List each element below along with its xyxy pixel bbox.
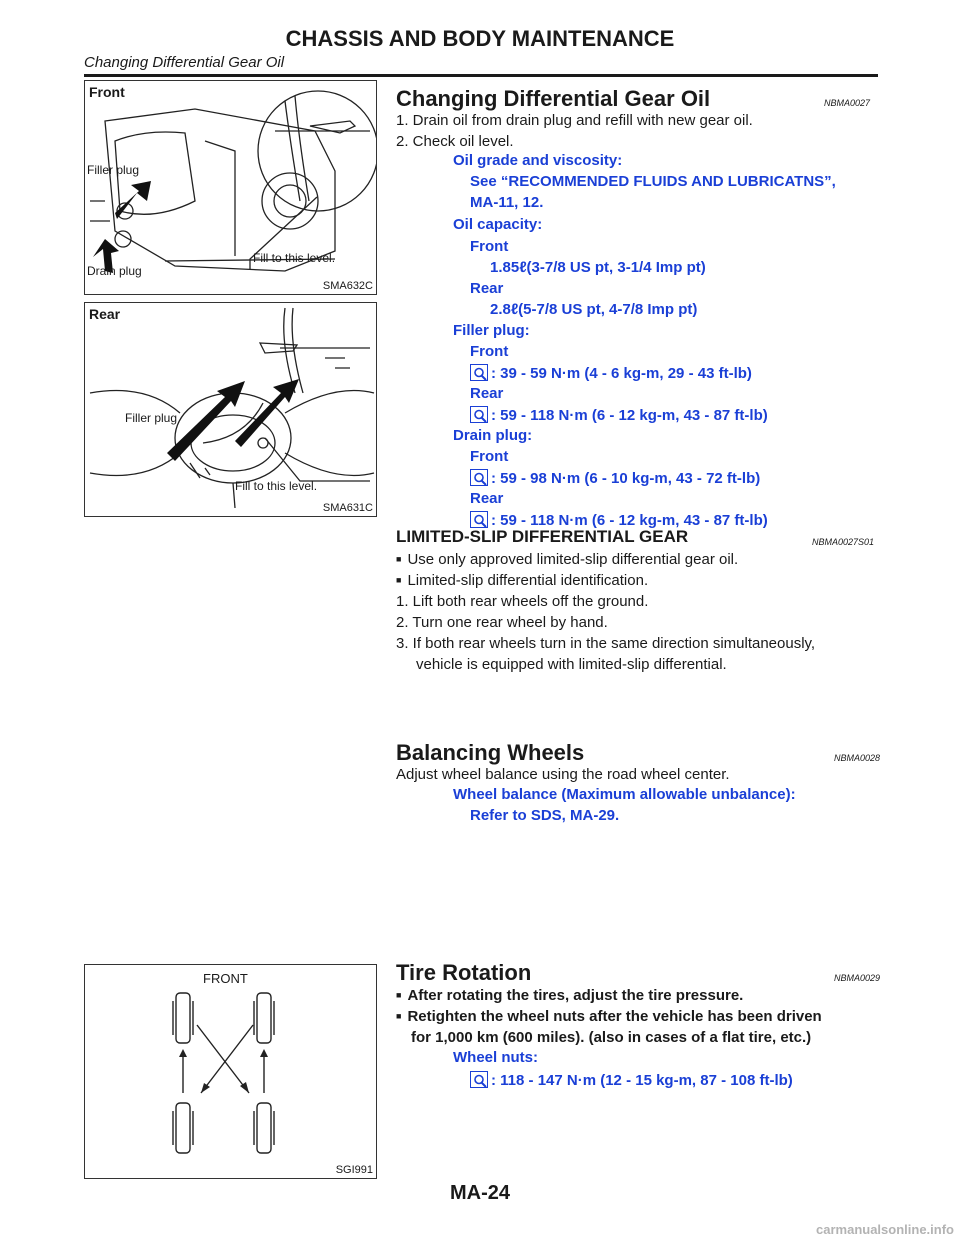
lsd-bullet-1-text: Use only approved limited-slip differential gear oil.: [407, 551, 739, 568]
figure-rear-differential: [84, 302, 377, 517]
filler-plug-front-torque-value: : 39 - 59 N·m (4 - 6 kg-m, 29 - 43 ft-lb): [491, 365, 752, 382]
square-bullet-icon: ■: [396, 554, 402, 564]
balance-text: Adjust wheel balance using the road wheel center.: [396, 766, 730, 783]
rotation-bullet-2: [396, 1006, 822, 1027]
section-code-tire-rotation: NBMA0029: [834, 973, 881, 983]
filler-plug-rear-label: Rear: [470, 385, 504, 402]
drain-plug-front-torque-value: : 59 - 98 N·m (6 - 10 kg-m, 43 - 72 ft-lb): [491, 470, 761, 487]
drain-plug-label: Drain plug:: [453, 427, 533, 444]
rotation-bullet-1: [396, 985, 743, 1006]
rotation-bullet-2-cont: for 1,000 km (600 miles). (also in cases of a flat tire, etc.): [411, 1029, 812, 1046]
front-fill-level-label: Fill to this level.: [253, 251, 336, 265]
torque-wrench-icon: [470, 469, 488, 486]
rear-figure-code: SMA631C: [322, 502, 373, 514]
section-title-balancing-wheels: Balancing Wheels: [396, 740, 585, 765]
torque-wrench-icon: [470, 364, 488, 381]
section-title-lsd: LIMITED-SLIP DIFFERENTIAL GEAR: [396, 527, 689, 546]
front-figure-label: Front: [89, 84, 125, 100]
front-filler-plug-label: Filler plug: [87, 163, 140, 177]
diff-oil-step-1: 1. Drain oil from drain plug and refill with new gear oil.: [396, 112, 753, 129]
watermark: carmanualsonline.info: [816, 1222, 954, 1237]
wheel-balance-value: Refer to SDS, MA-29.: [470, 807, 620, 824]
oil-capacity-label: Oil capacity:: [453, 216, 543, 233]
page-number: MA-24: [449, 1182, 510, 1204]
rotation-bullet-1-text: After rotating the tires, adjust the tire pressure.: [407, 987, 744, 1004]
rotation-bullet-2-text: Retighten the wheel nuts after the vehicle has been driven: [407, 1008, 822, 1025]
filler-plug-front-torque: [470, 364, 752, 382]
section-title-tire-rotation: Tire Rotation: [396, 960, 532, 985]
oil-capacity-rear-label: Rear: [470, 280, 504, 297]
square-bullet-icon: ■: [396, 1011, 402, 1021]
wheel-nuts-torque-value: : 118 - 147 N·m (12 - 15 kg-m, 87 - 108 ft-lb): [491, 1072, 793, 1089]
lsd-step-2: 2. Turn one rear wheel by hand.: [396, 614, 608, 631]
square-bullet-icon: ■: [396, 990, 402, 1000]
lsd-step-3-line2: vehicle is equipped with limited-slip differential.: [416, 656, 727, 673]
torque-wrench-icon: [470, 406, 488, 423]
front-figure-code: SMA632C: [322, 280, 373, 292]
figure-tire-rotation: [84, 964, 377, 1179]
section-code-balancing-wheels: NBMA0028: [834, 753, 881, 763]
tire-rotation-front-label: FRONT: [203, 971, 248, 986]
tire-figure-code: SGI991: [335, 1164, 373, 1176]
wheel-nuts-torque: [470, 1071, 793, 1089]
lsd-bullet-1: [396, 549, 738, 570]
diff-oil-step-2: 2. Check oil level.: [396, 133, 514, 150]
oil-capacity-rear-value: 2.8ℓ(5-7/8 US pt, 4-7/8 Imp pt): [490, 301, 698, 318]
lsd-bullet-2-text: Limited-slip differential identification.: [407, 572, 649, 589]
oil-capacity-front-value: 1.85ℓ(3-7/8 US pt, 3-1/4 Imp pt): [490, 259, 706, 276]
page-header-subtitle: Changing Differential Gear Oil: [84, 54, 285, 71]
drain-plug-front-torque: [470, 469, 760, 487]
filler-plug-label: Filler plug:: [453, 322, 530, 339]
oil-grade-value-line2: MA-11, 12.: [470, 194, 544, 211]
wheel-nuts-label: Wheel nuts:: [453, 1049, 538, 1066]
rear-differential-illustration: [85, 303, 376, 516]
oil-grade-value-line1: See “RECOMMENDED FLUIDS AND LUBRICATNS”,: [470, 173, 836, 190]
filler-plug-rear-torque-value: : 59 - 118 N·m (6 - 12 kg-m, 43 - 87 ft-lb): [491, 407, 768, 424]
oil-capacity-front-label: Front: [470, 238, 509, 255]
drain-plug-rear-torque-value: : 59 - 118 N·m (6 - 12 kg-m, 43 - 87 ft-lb): [491, 512, 768, 529]
lsd-step-3-line1: 3. If both rear wheels turn in the same direction simultaneously,: [396, 635, 816, 652]
drain-plug-front-label: Front: [470, 448, 509, 465]
tire-rotation-diagram: [85, 965, 376, 1178]
section-code-lsd: NBMA0027S01: [812, 537, 875, 547]
filler-plug-rear-torque: [470, 406, 768, 424]
front-drain-plug-label: Drain plug: [87, 264, 142, 278]
lsd-bullet-2: [396, 570, 648, 591]
page-header-title: CHASSIS AND BODY MAINTENANCE: [285, 26, 675, 51]
header-divider: [84, 74, 878, 77]
rear-filler-plug-label: Filler plug: [125, 411, 178, 425]
section-code-differential-oil: NBMA0027: [824, 98, 871, 108]
rear-figure-label: Rear: [89, 306, 121, 322]
torque-wrench-icon: [470, 511, 488, 528]
filler-plug-front-label: Front: [470, 343, 509, 360]
lsd-step-1: 1. Lift both rear wheels off the ground.: [396, 593, 649, 610]
oil-grade-label: Oil grade and viscosity:: [453, 152, 623, 169]
square-bullet-icon: ■: [396, 575, 402, 585]
torque-wrench-icon: [470, 1071, 488, 1088]
section-title-differential-oil: Changing Differential Gear Oil: [396, 86, 711, 111]
drain-plug-rear-label: Rear: [470, 490, 504, 507]
wheel-balance-label: Wheel balance (Maximum allowable unbalance):: [453, 786, 796, 803]
figure-front-differential: [84, 80, 377, 295]
rear-fill-level-label: Fill to this level.: [235, 479, 318, 493]
